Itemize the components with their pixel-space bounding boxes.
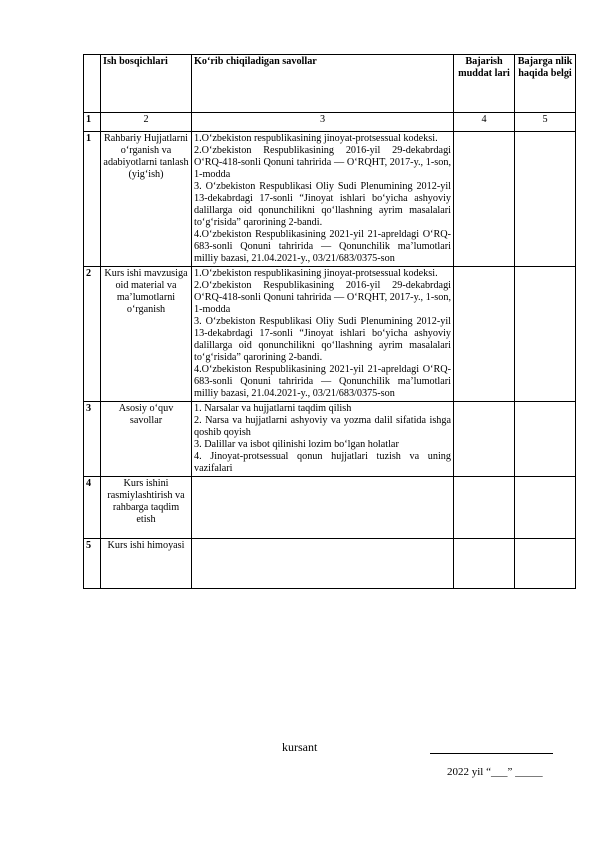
row-number: 5 [84,539,101,589]
table-row [84,132,576,267]
row-number: 3 [84,402,101,477]
row-number: 2 [84,267,101,402]
row-number: 1 [84,132,101,267]
header-questions: Ko‘rib chiqiladigan savollar [192,55,454,113]
stage-cell: Kurs ishini rasmiylashtirish va rahbarga taqdim etish [101,477,192,539]
header-mark: Bajarga nlik haqida belgi [515,55,576,113]
mark-cell [515,402,576,477]
header-row [84,55,576,113]
question-item: 1.O‘zbekiston respublikasining jinoyat-protsessual kodeksi. [194,133,438,144]
questions-cell [192,477,454,539]
deadline-cell [454,539,515,589]
deadline-cell [454,477,515,539]
question-item: 3. Dalillar va isbot qilinishi lozim bo‘lgan holatlar [194,439,399,450]
questions-cell [192,539,454,589]
question-item: 1.O‘zbekiston respublikasining jinoyat-protsessual kodeksi. [194,268,438,279]
stage-cell: Rahbariy Hujjatlarni o‘rganish va adabiyotlarni tanlash (yig‘ish) [101,132,192,267]
deadline-cell [454,402,515,477]
question-item: 3. O‘zbekiston Respublikasi Oliy Sudi Plenumining 2012-yil 13-dekabrdagi 17-sonli “Jinoyat ishlari bo‘yicha ashyoviy dalillarga oid qonunchilikni qo‘llashning ayrim masalalari to‘g‘risida” qarorining 2-bandi. [194,316,451,363]
table-row [84,539,576,589]
mark-cell [515,267,576,402]
header-number [84,55,101,113]
header-deadline: Bajarish muddat lari [454,55,515,113]
row-number: 4 [84,477,101,539]
question-item: 1. Narsalar va hujjatlarni taqdim qilish [194,403,352,414]
stage-cell: Kurs ishi himoyasi [101,539,192,589]
column-number-1: 1 [84,113,101,132]
column-numbers-row [84,113,576,132]
question-item: 2. Narsa va hujjatlarni ashyoviy va yozma dalil sifatida ishga qoshib qoyish [194,415,451,438]
question-item: 2.O‘zbekiston Respublikasining 2016-yil 29-dekabrdagi O‘RQ-418-sonli Qonuni tahririda — O‘RQHT, 2017-y., 1-son, 1-modda [194,280,451,315]
stage-cell: Asosiy o‘quv savollar [101,402,192,477]
table-row [84,477,576,539]
mark-cell [515,539,576,589]
date-line: 2022 yil “___” _____ [447,766,543,778]
questions-cell [192,267,454,402]
deadline-cell [454,267,515,402]
question-item: 4.O‘zbekiston Respublikasining 2021-yil 21-apreldagi O‘RQ-683-sonli Qonuni tahririda — Qonunchilik ma’lumotlari milliy bazasi, 21.04.2021-y., 03/21/683/0375-son [194,229,451,264]
question-item: 4. Jinoyat-protsessual qonun hujjatlari tuzish va uning vazifalari [194,451,451,474]
column-number-2: 2 [101,113,192,132]
questions-cell [192,132,454,267]
stage-cell: Kurs ishi mavzusiga oid material va ma’lumotlarni o‘rganish [101,267,192,402]
question-item: 3. O‘zbekiston Respublikasi Oliy Sudi Plenumining 2012-yil 13-dekabrdagi 17-sonli “Jinoyat ishlari bo‘yicha ashyoviy dalillarga oid qonunchilikni qo‘llashning ayrim masalalari to‘g‘risida” qarorining 2-bandi. [194,181,451,228]
table-row [84,402,576,477]
mark-cell [515,132,576,267]
column-number-3: 3 [192,113,454,132]
header-stage: Ish bosqichlari [101,55,192,113]
column-number-4: 4 [454,113,515,132]
column-number-5: 5 [515,113,576,132]
questions-cell [192,402,454,477]
work-plan-table [83,54,576,589]
question-item: 4.O‘zbekiston Respublikasining 2021-yil 21-apreldagi O‘RQ-683-sonli Qonuni tahririda — Qonunchilik ma’lumotlari milliy bazasi, 21.04.2021-y., 03/21/683/0375-son [194,364,451,399]
deadline-cell [454,132,515,267]
mark-cell [515,477,576,539]
question-item: 2.O‘zbekiston Respublikasining 2016-yil 29-dekabrdagi O‘RQ-418-sonli Qonuni tahririda — O‘RQHT, 2017-y., 1-son, 1-modda [194,145,451,180]
student-label: kursant [282,740,318,754]
table-row [84,267,576,402]
signature-line [430,740,553,754]
